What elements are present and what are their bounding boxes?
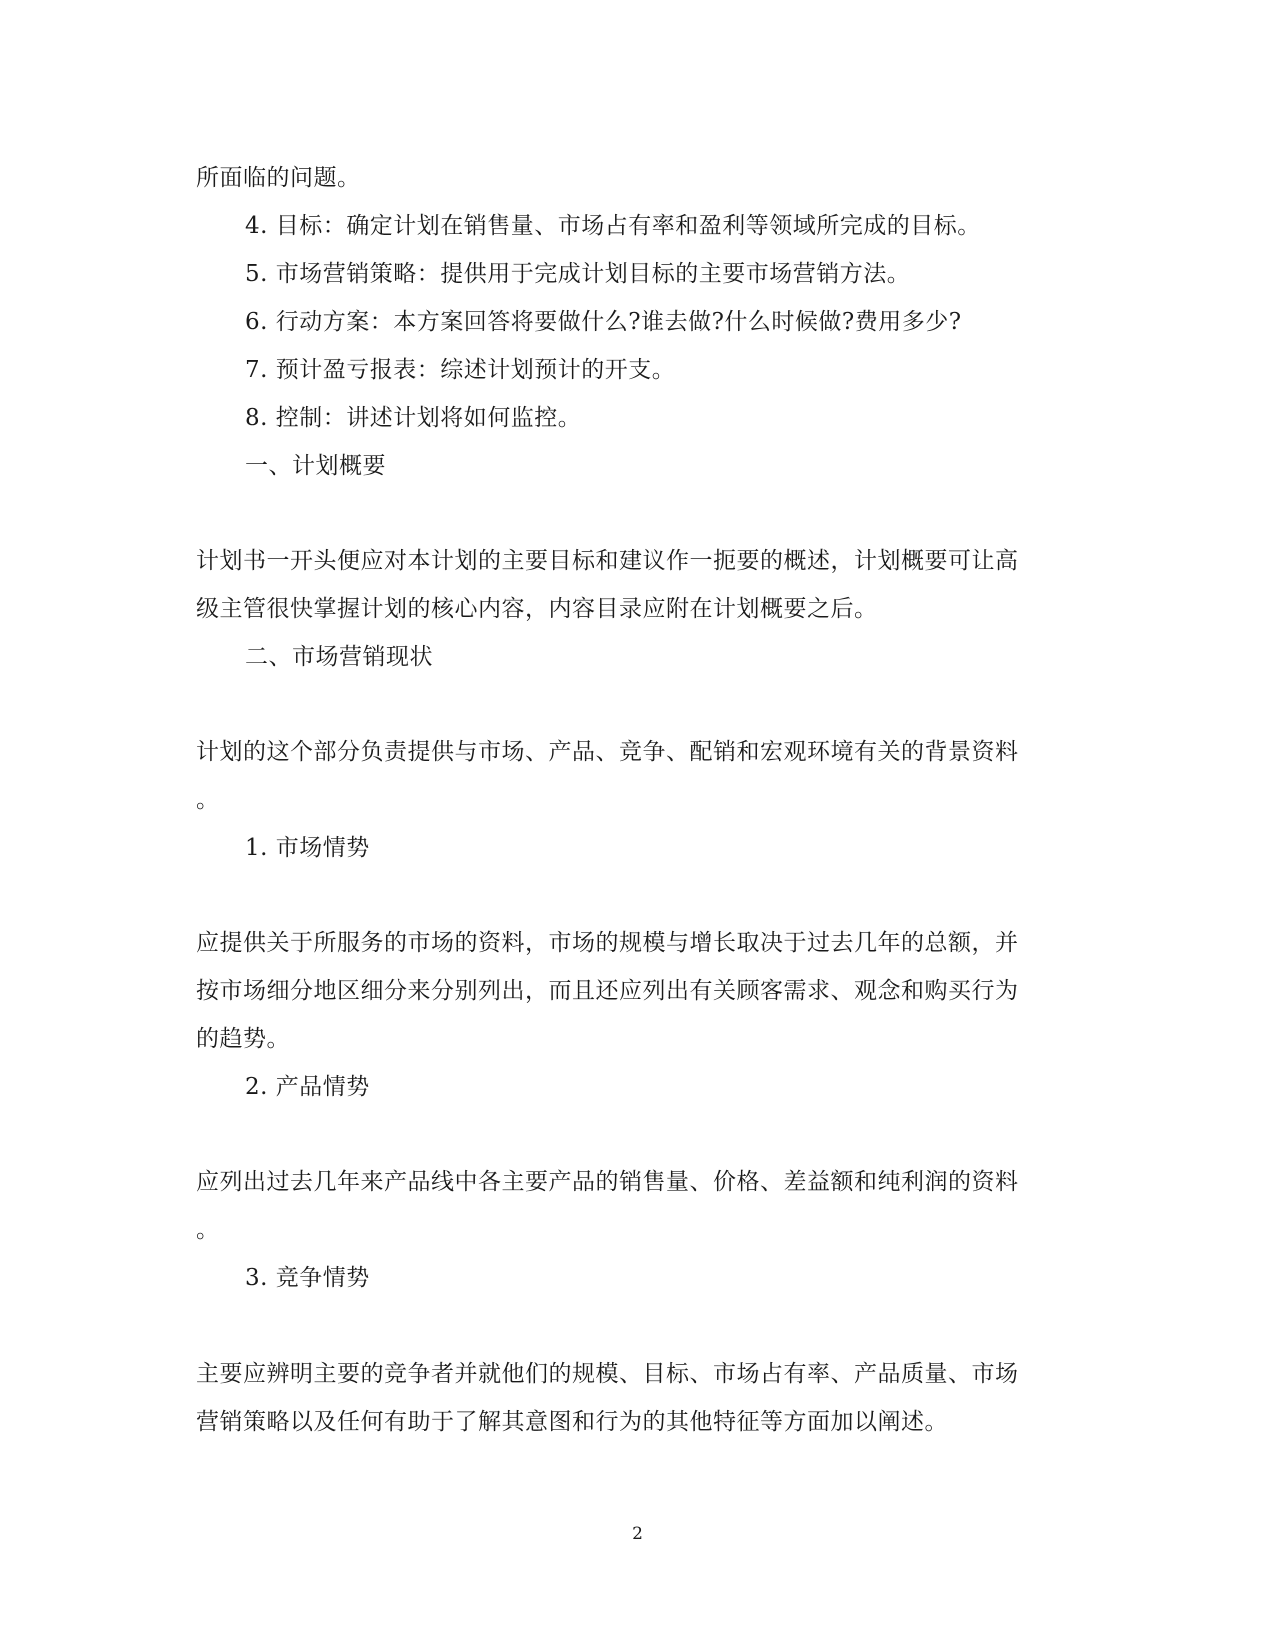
text-line: 。 <box>196 1217 220 1243</box>
text-line: 的趋势。 <box>196 1026 290 1052</box>
list-item: 8. 控制：讲述计划将如何监控。 <box>245 405 582 431</box>
list-item: 4. 目标：确定计划在销售量、市场占有率和盈利等领域所完成的目标。 <box>245 213 981 239</box>
text-line: 营销策略以及任何有助于了解其意图和行为的其他特征等方面加以阐述。 <box>196 1409 948 1435</box>
text-line: 。 <box>196 787 220 813</box>
page-number: 2 <box>632 1524 643 1544</box>
list-item: 5. 市场营销策略：提供用于完成计划目标的主要市场营销方法。 <box>245 261 911 287</box>
text-line: 计划书一开头便应对本计划的主要目标和建议作一扼要的概述，计划概要可让高 <box>196 548 1019 574</box>
subsection-heading: 1. 市场情势 <box>245 835 370 861</box>
subsection-heading: 3. 竞争情势 <box>245 1265 370 1291</box>
text-line: 计划的这个部分负责提供与市场、产品、竞争、配销和宏观环境有关的背景资料 <box>196 739 1019 765</box>
text-line: 所面临的问题。 <box>196 165 361 191</box>
text-line: 应列出过去几年来产品线中各主要产品的销售量、价格、差益额和纯利润的资料 <box>196 1169 1019 1195</box>
subsection-heading: 2. 产品情势 <box>245 1074 370 1100</box>
text-line: 主要应辨明主要的竞争者并就他们的规模、目标、市场占有率、产品质量、市场 <box>196 1361 1019 1387</box>
section-heading: 二、市场营销现状 <box>245 644 433 670</box>
list-item: 6. 行动方案：本方案回答将要做什么?谁去做?什么时候做?费用多少? <box>245 309 962 335</box>
text-line: 级主管很快掌握计划的核心内容，内容目录应附在计划概要之后。 <box>196 596 878 622</box>
list-item: 7. 预计盈亏报表：综述计划预计的开支。 <box>245 357 676 383</box>
text-line: 应提供关于所服务的市场的资料，市场的规模与增长取决于过去几年的总额，并 <box>196 930 1019 956</box>
text-line: 按市场细分地区细分来分别列出，而且还应列出有关顾客需求、观念和购买行为 <box>196 978 1019 1004</box>
section-heading: 一、计划概要 <box>245 453 386 479</box>
